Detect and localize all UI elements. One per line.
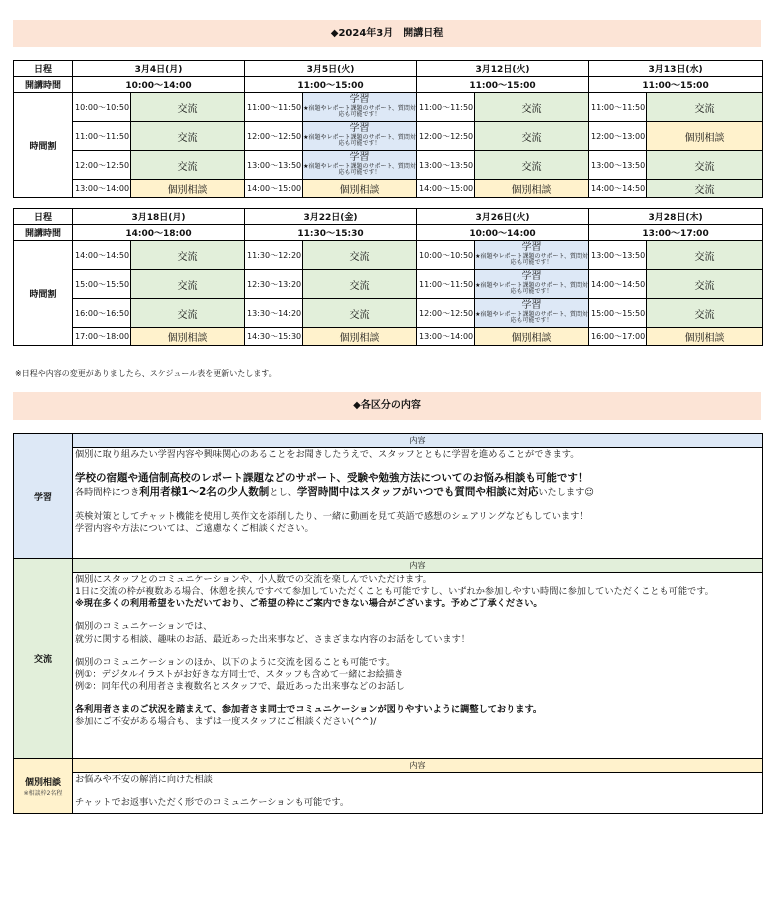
- slot-time: 15:00～15:50: [73, 270, 131, 299]
- slot-kobetsu: 個別相談: [303, 180, 417, 198]
- category-kobetsu: 個別相談 ※相談枠2名程: [14, 759, 73, 814]
- date-header: 3月13日(水): [589, 61, 763, 77]
- slot-koryu: 交流: [303, 270, 417, 299]
- slot-koryu: 交流: [131, 122, 245, 151]
- slot-koryu: 交流: [475, 122, 589, 151]
- slot-desc: ★宿題やレポート課題のサポート、質問対応も可能です！: [303, 133, 416, 148]
- slot-time: 12:00～12:50: [73, 151, 131, 180]
- kobetsu-content: [73, 773, 763, 814]
- slot-time: 17:00～18:00: [73, 328, 131, 346]
- slot-time: 13:00～13:50: [417, 151, 475, 180]
- date-header: 3月18日(月): [73, 209, 245, 225]
- koryu-line-1: 個別にスタッフとのコミュニケーションや、小人数での交流を楽しんでいただけます。: [75, 574, 432, 585]
- slot-time: 13:00～14:00: [417, 328, 475, 346]
- slot-koryu: 交流: [475, 93, 589, 122]
- hours-value: 10:00～14:00: [417, 225, 589, 241]
- kobetsu-line-1: お悩みや不安の解消に向けた相談: [75, 774, 213, 785]
- slot-time: 13:00～14:00: [73, 180, 131, 198]
- gakushu-line-5: 学習内容や方法については、ご遠慮なくご相談ください。: [75, 523, 314, 534]
- slot-time: 14:00～14:50: [589, 270, 647, 299]
- hours-value: 11:00～15:00: [589, 77, 763, 93]
- koryu-line-10: 参加にご不安がある場合も、まずは一度スタッフにご相談ください(^^)/: [75, 716, 377, 728]
- gakushu-content: [73, 448, 763, 559]
- schedule-table-2: [13, 208, 763, 346]
- date-header: 3月26日(火): [417, 209, 589, 225]
- schedule-title-banner: ◆2024年3月 開講日程: [13, 20, 761, 47]
- slot-desc: ★宿題やレポート課題のサポート、質問対応も可能です！: [475, 252, 588, 267]
- slot-gakushu: [475, 270, 589, 299]
- content-header: 内容: [73, 559, 763, 573]
- slot-kobetsu: 個別相談: [131, 328, 245, 346]
- slot-time: 12:00～12:50: [417, 299, 475, 328]
- slot-kobetsu: 個別相談: [647, 122, 763, 151]
- slot-gakushu: [475, 299, 589, 328]
- slot-time: 10:00～10:50: [73, 93, 131, 122]
- slot-time: 13:00～13:50: [589, 241, 647, 270]
- slot-koryu: 交流: [647, 270, 763, 299]
- gakushu-line-1: 個別に取り組みたい学習内容や興味関心のあることをお聞きしたうえで、スタッフとともに学習を進めることができます。: [75, 449, 580, 460]
- gakushu-line-3: 各時間枠につき利用者様1～2名の少人数制とし、学習時間中はスタッフがいつでも質問や相談に対応いたします☺: [75, 486, 594, 498]
- hours-value: 13:00～17:00: [589, 225, 763, 241]
- gakushu-highlight: 学校の宿題や通信制高校のレポート課題などのサポート、受験や勉強方法についてのお悩み相談も可能です！: [75, 472, 589, 485]
- slot-time: 13:00～13:50: [245, 151, 303, 180]
- koryu-notice: ※現在多くの利用希望をいただいており、ご希望の枠にご案内できない場合がございます。予めご了承ください。: [75, 598, 543, 610]
- slot-time: 12:00～13:00: [589, 122, 647, 151]
- slot-desc: ★宿題やレポート課題のサポート、質問対応も可能です！: [303, 104, 416, 119]
- slot-koryu: 交流: [131, 270, 245, 299]
- slot-time: 14:00～14:50: [589, 180, 647, 198]
- hours-label: 開講時間: [14, 225, 73, 241]
- slot-type: 学習: [521, 300, 542, 312]
- slot-time: 11:00～11:50: [417, 270, 475, 299]
- section-title-banner: ◆各区分の内容: [13, 392, 761, 420]
- slot-desc: ★宿題やレポート課題のサポート、質問対応も可能です！: [475, 310, 588, 325]
- hours-value: 11:30～15:30: [245, 225, 417, 241]
- koryu-line-5: 就労に関する相談、趣味のお話、最近あった出来事など、さまざまな内容のお話をしています！: [75, 633, 470, 645]
- slot-time: 16:00～16:50: [73, 299, 131, 328]
- slot-time: 11:30～12:20: [245, 241, 303, 270]
- slot-time: 16:00～17:00: [589, 328, 647, 346]
- koryu-line-6: 個別のコミュニケーションのほか、以下のように交流を図ることも可能です。: [75, 656, 396, 668]
- slot-time: 14:30～15:30: [245, 328, 303, 346]
- slot-koryu: 交流: [131, 299, 245, 328]
- slot-type: 学習: [349, 94, 370, 106]
- slot-time: 11:00～11:50: [417, 93, 475, 122]
- slot-time: 12:30～13:20: [245, 270, 303, 299]
- slot-type: 学習: [349, 123, 370, 135]
- slot-koryu: 交流: [647, 93, 763, 122]
- slot-time: 12:00～12:50: [417, 122, 475, 151]
- slot-kobetsu: 個別相談: [475, 328, 589, 346]
- slot-time: 12:00～12:50: [245, 122, 303, 151]
- slot-gakushu: [303, 93, 417, 122]
- slot-kobetsu: 個別相談: [303, 328, 417, 346]
- slot-time: 15:00～15:50: [589, 299, 647, 328]
- slot-time: 11:00～11:50: [589, 93, 647, 122]
- hours-value: 10:00～14:00: [73, 77, 245, 93]
- koryu-content: [73, 573, 763, 759]
- koryu-line-2: 1日に交流の枠が複数ある場合、休憩を挟んですべて参加していただくことも可能ですし、いずれか参加しやすい時間に参加していただくことも可能です。: [75, 586, 714, 598]
- slot-koryu: 交流: [647, 180, 763, 198]
- koryu-example-1: 例①：デジタルイラストがお好きな方同士で、スタッフも含めて一緒にお絵描き: [75, 668, 404, 680]
- schedule-table-1: [13, 60, 763, 198]
- slot-type: 学習: [521, 271, 542, 283]
- category-detail-table: [13, 433, 763, 814]
- koryu-adjust: 各利用者さまのご状況を踏まえて、参加者さま同士でコミュニケーションが図りやすいように調整しております。: [75, 704, 543, 716]
- kobetsu-line-2: チャットでお返事いただく形でのコミュニケーションも可能です。: [75, 797, 350, 809]
- slot-time: 14:00～14:50: [73, 241, 131, 270]
- slot-type: 学習: [521, 242, 542, 254]
- date-label: 日程: [14, 209, 73, 225]
- date-header: 3月28日(木): [589, 209, 763, 225]
- date-header: 3月4日(月): [73, 61, 245, 77]
- koryu-line-4: 個別のコミュニケーションでは、: [75, 621, 213, 633]
- koryu-example-2: 例②：同年代の利用者さま複数名とスタッフで、最近あった出来事などのお話し: [75, 680, 405, 692]
- slot-type: 学習: [349, 152, 370, 164]
- slot-gakushu: [303, 122, 417, 151]
- content-header: 内容: [73, 434, 763, 448]
- schedule-note: ※日程や内容の変更がありましたら、スケジュール表を更新いたします。: [15, 369, 277, 378]
- slot-kobetsu: 個別相談: [131, 180, 245, 198]
- date-header: 3月12日(火): [417, 61, 589, 77]
- hours-label: 開講時間: [14, 77, 73, 93]
- slot-koryu: 交流: [475, 151, 589, 180]
- slot-desc: ★宿題やレポート課題のサポート、質問対応も可能です！: [303, 162, 416, 177]
- slot-koryu: 交流: [131, 151, 245, 180]
- date-label: 日程: [14, 61, 73, 77]
- slot-time: 14:00～15:00: [417, 180, 475, 198]
- timetable-label: 時間割: [14, 93, 73, 198]
- category-koryu: 交流: [14, 559, 73, 759]
- hours-value: 11:00～15:00: [245, 77, 417, 93]
- slot-kobetsu: 個別相談: [475, 180, 589, 198]
- slot-koryu: 交流: [647, 241, 763, 270]
- slot-time: 13:30～14:20: [245, 299, 303, 328]
- hours-value: 11:00～15:00: [417, 77, 589, 93]
- slot-time: 13:00～13:50: [589, 151, 647, 180]
- slot-time: 14:00～15:00: [245, 180, 303, 198]
- slot-gakushu: [303, 151, 417, 180]
- slot-koryu: 交流: [131, 93, 245, 122]
- date-header: 3月5日(火): [245, 61, 417, 77]
- slot-time: 10:00～10:50: [417, 241, 475, 270]
- date-header: 3月22日(金): [245, 209, 417, 225]
- slot-time: 11:00～11:50: [245, 93, 303, 122]
- slot-koryu: 交流: [647, 299, 763, 328]
- content-header: 内容: [73, 759, 763, 773]
- slot-time: 11:00～11:50: [73, 122, 131, 151]
- slot-desc: ★宿題やレポート課題のサポート、質問対応も可能です！: [475, 281, 588, 296]
- timetable-label: 時間割: [14, 241, 73, 346]
- slot-koryu: 交流: [647, 151, 763, 180]
- slot-kobetsu: 個別相談: [647, 328, 763, 346]
- gakushu-line-4: 英検対策としてチャット機能を使用し英作文を添削したり、一緒に動画を見て英語で感想のシェアリングなどもしています！: [75, 510, 589, 522]
- slot-koryu: 交流: [303, 299, 417, 328]
- slot-koryu: 交流: [131, 241, 245, 270]
- hours-value: 14:00～18:00: [73, 225, 245, 241]
- slot-koryu: 交流: [303, 241, 417, 270]
- slot-gakushu: [475, 241, 589, 270]
- category-gakushu: 学習: [14, 434, 73, 559]
